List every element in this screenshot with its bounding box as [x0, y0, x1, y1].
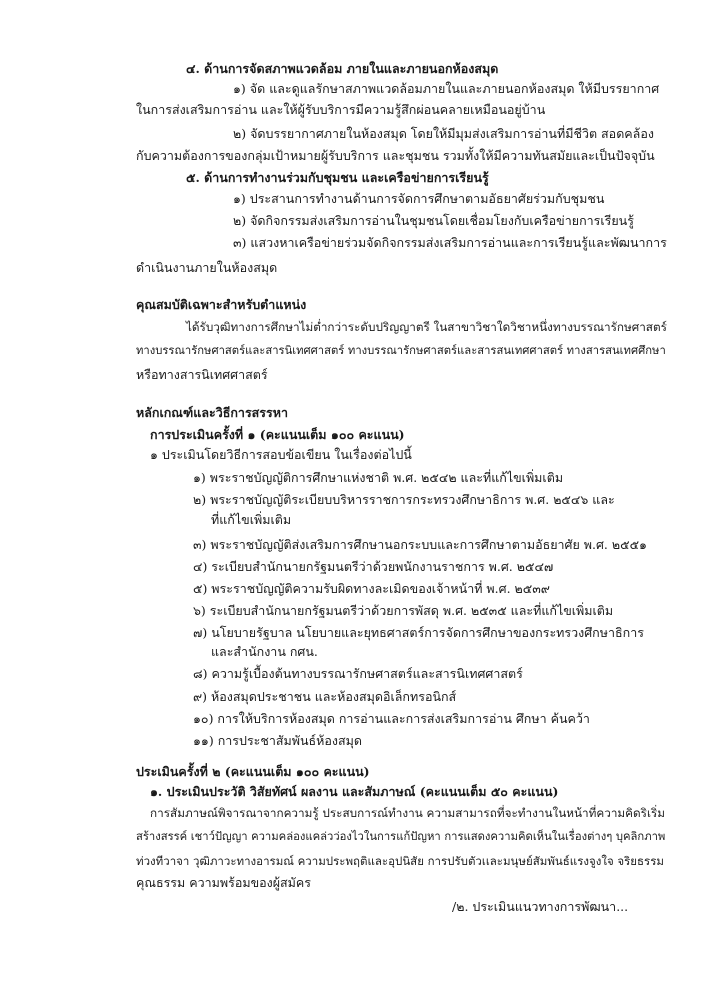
round1-intro: ๑ ประเมินโดยวิธีการสอบข้อเขียน ในเรื่องต่อไปนี้	[150, 447, 412, 462]
topic-item: ๙) ห้องสมุดประชาชน และห้องสมุดอิเล็กทรอนิกส์	[193, 689, 457, 704]
section4-heading: ๔. ด้านการจัดสภาพแวดล้อม ภายในและภายนอกห้องสมุด	[186, 61, 499, 76]
topic-item: ๒) พระราชบัญญัติระเบียบบริหารราชการกระทรวงศึกษาธิการ พ.ศ. ๒๕๔๖ และ	[193, 492, 615, 507]
topic-item: ๘) ความรู้เบื้องต้นทางบรรณารักษศาสตร์และสารนิเทศศาสตร์	[193, 666, 523, 681]
section5-item1: ๑) ประสานการทำงานด้านการจัดการศึกษาตามอัธยาศัยร่วมกับชุมชน	[233, 191, 605, 206]
topic-item: ๗) นโยบายรัฐบาล นโยบายและยุทธศาสตร์การจัดการศึกษาของกระทรวงศึกษาธิการ	[193, 625, 644, 640]
topic-item: ๔) ระเบียบสำนักนายกรัฐมนตรีว่าด้วยพนักงานราชการ พ.ศ. ๒๕๔๗	[193, 559, 554, 574]
section5-item2: ๒) จัดกิจกรรมส่งเสริมการอ่านในชุมชนโดยเชื่อมโยงกับเครือข่ายการเรียนรู้	[233, 213, 634, 228]
qualifications-line2: ทางบรรณารักษศาสตร์และสารนิเทศศาสตร์ ทางบรรณารักษศาสตร์และสารสนเทศศาสตร์ ทางสารสนเทศศึกษา	[136, 344, 666, 357]
section5-heading: ๕. ด้านการทำงานร่วมกับชุมชน และเครือข่ายการเรียนรู้	[186, 170, 489, 185]
round1-heading: การประเมินครั้งที่ ๑ (คะแนนเต็ม ๑๐๐ คะแนน)	[150, 427, 405, 442]
round2-heading: ประเมินครั้งที่ ๒ (คะแนนเต็ม ๑๐๐ คะแนน)	[136, 764, 370, 779]
round2-paragraph-line1: การสัมภาษณ์พิจารณาจากความรู้ ประสบการณ์ทำงาน ความสามารถที่จะทำงานในหน้าที่ความคิดริเริ่ม	[150, 806, 666, 820]
topic-item: ๕) พระราชบัญญัติความรับผิดทางละเมิดของเจ้าหน้าที่ พ.ศ. ๒๕๓๙	[193, 581, 550, 596]
round2-paragraph-line4: คุณธรรม ความพร้อมของผู้สมัคร	[136, 875, 311, 890]
qualifications-line3: หรือทางสารนิเทศศาสตร์	[136, 367, 268, 382]
qualifications-line1: ได้รับวุฒิทางการศึกษาไม่ต่ำกว่าระดับปริญญาตรี ในสาขาวิชาใดวิชาหนึ่งทางบรรณารักษศาสตร์	[186, 320, 667, 334]
round2-subheading: ๑. ประเมินประวัติ วิสัยทัศน์ ผลงาน และสัมภาษณ์ (คะแนนเต็ม ๕๐ คะแนน)	[150, 784, 559, 799]
section4-item1-line2: ในการส่งเสริมการอ่าน และให้ผู้รับบริการมีความรู้สึกผ่อนคลายเหมือนอยู่บ้าน	[136, 102, 546, 117]
qualifications-heading: คุณสมบัติเฉพาะสำหรับตำแหน่ง	[136, 297, 307, 312]
topic-item: ๑๑) การประชาสัมพันธ์ห้องสมุด	[193, 733, 363, 748]
page-continuation-note: /๒. ประเมินแนวทางการพัฒนา...	[452, 899, 629, 914]
topic-item-cont: ที่แก้ไขเพิ่มเติม	[211, 512, 292, 527]
round2-paragraph-line2: สร้างสรรค์ เชาว์ปัญญา ความคล่องแคล่วว่องไวในการแก้ปัญหา การแสดงความคิดเห็นในเรื่องต่างๆ บุคลิกภาพ	[136, 830, 666, 843]
section4-item2-line2: กับความต้องการของกลุ่มเป้าหมายผู้รับบริการ และชุมชน รวมทั้งให้มีความทันสมัยและเป็นปัจจุบัน	[136, 148, 655, 163]
topic-item: ๓) พระราชบัญญัติส่งเสริมการศึกษานอกระบบและการศึกษาตามอัธยาศัย พ.ศ. ๒๕๕๑	[193, 537, 647, 552]
section4-item2-line1: ๒) จัดบรรยากาศภายในห้องสมุด โดยให้มีมุมส่งเสริมการอ่านที่มีชีวิต สอดคล้อง	[233, 126, 654, 141]
topic-item-cont: และสำนักงาน กศน.	[211, 644, 318, 659]
topic-item: ๑) พระราชบัญญัติการศึกษาแห่งชาติ พ.ศ. ๒๕๔๒ และที่แก้ไขเพิ่มเติม	[193, 470, 564, 485]
round2-paragraph-line3: ท่วงทีวาจา วุฒิภาวะทางอารมณ์ ความประพฤติและอุปนิสัย การปรับตัวเเละมนุษย์สัมพันธ์แรงจูงใจ จริยธรรม	[136, 854, 664, 868]
topic-item: ๖) ระเบียบสำนักนายกรัฐมนตรีว่าด้วยการพัสดุ พ.ศ. ๒๕๓๕ และที่แก้ไขเพิ่มเติม	[193, 603, 614, 618]
section5-item3-line2: ดำเนินงานภายในห้องสมุด	[136, 260, 278, 275]
section5-item3-line1: ๓) แสวงหาเครือข่ายร่วมจัดกิจกรรมส่งเสริมการอ่านและการเรียนรู้และพัฒนาการ	[233, 235, 667, 250]
section4-item1-line1: ๑) จัด และดูแลรักษาสภาพแวดล้อมภายในและภายนอกห้องสมุด ให้มีบรรยากาศ	[233, 81, 660, 96]
criteria-heading: หลักเกณฑ์และวิธีการสรรหา	[136, 405, 288, 420]
topic-item: ๑๐) การให้บริการห้องสมุด การอ่านและการส่งเสริมการอ่าน ศึกษา ค้นคว้า	[193, 711, 590, 726]
